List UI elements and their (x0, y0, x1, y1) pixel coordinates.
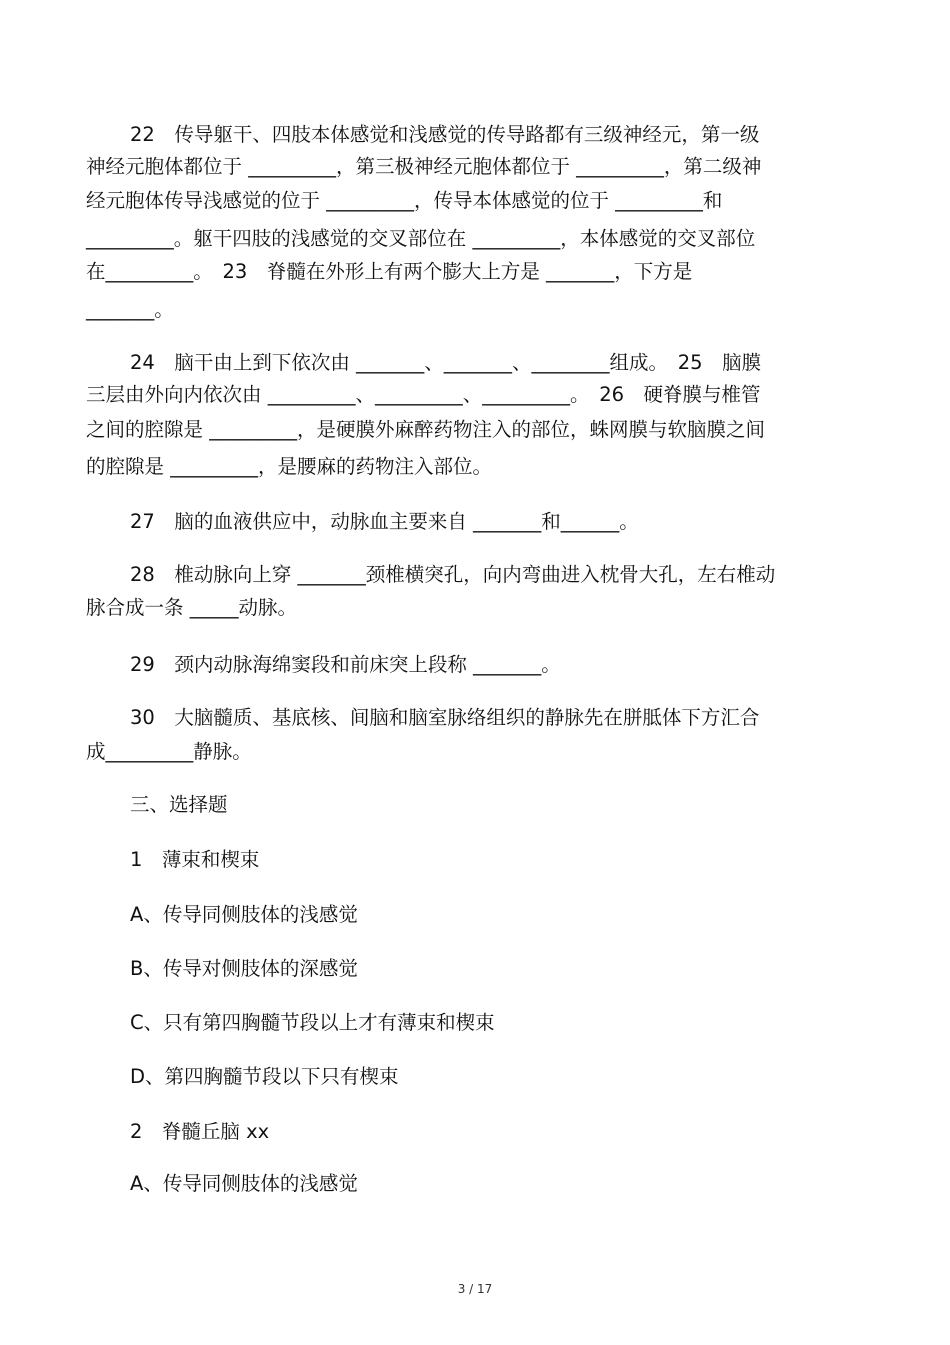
page-number: 3 / 17 (457, 1282, 493, 1296)
q29-line: 29 颈内动脉海绵窦段和前床突上段称 _______。 (130, 653, 561, 676)
section-heading: 三、选择题 (130, 793, 228, 816)
q24-line-1: 24 脑干由上到下依次由 _______、_______、________组成。 25 脑膜 (130, 351, 762, 374)
q22-line-3: 经元胞体传导浅感觉的位于 _________，传导本体感觉的位于 _________和 (86, 189, 723, 212)
q26-line-2: 的腔隙是 _________，是腰麻的药物注入部位。 (86, 455, 492, 478)
mc-q2-stem: 2 脊髓丘脑 xx (130, 1120, 270, 1143)
q23-line-1: 在_________。 23 脊髓在外形上有两个膨大上方是 _______，下方是 (86, 260, 693, 283)
mc-q2-option-a: A、传导同侧肢体的浅感觉 (130, 1172, 358, 1195)
q22-line-4: _________。躯干四肢的浅感觉的交叉部位在 _________，本体感觉的交叉部位 (86, 227, 756, 250)
q28-line-1: 28 椎动脉向上穿 _______颈椎横突孔，向内弯曲进入枕骨大孔，左右椎动 (130, 563, 776, 586)
q23-line-2: _______。 (86, 298, 174, 321)
q26-line-1: 之间的腔隙是 _________，是硬膜外麻醉药物注入的部位，蛛网膜与软脑膜之间 (86, 418, 765, 441)
mc-q1-option-b: B、传导对侧肢体的深感觉 (130, 957, 358, 980)
mc-q1-option-a: A、传导同侧肢体的浅感觉 (130, 903, 358, 926)
q27-line: 27 脑的血液供应中，动脉血主要来自 _______和______。 (130, 510, 639, 533)
mc-q1-stem: 1 薄束和楔束 (130, 848, 260, 871)
q22-line-2: 神经元胞体都位于 _________，第三极神经元胞体都位于 _________，第二级神 (86, 155, 762, 178)
mc-q1-option-d: D、第四胸髓节段以下只有楔束 (130, 1065, 399, 1088)
q25-line-1: 三层由外向内依次由 _________、_________、_________。 26 硬脊膜与椎管 (86, 383, 761, 406)
mc-q1-option-c: C、只有第四胸髓节段以上才有薄束和楔束 (130, 1011, 495, 1034)
q30-line-1: 30 大脑髓质、基底核、间脑和脑室脉络组织的静脉先在胼胝体下方汇合 (130, 706, 760, 729)
q30-line-2: 成_________静脉。 (86, 740, 252, 763)
q28-line-2: 脉合成一条 _____动脉。 (86, 596, 297, 619)
q22-line-1: 22 传导躯干、四肢本体感觉和浅感觉的传导路都有三级神经元，第一级 (130, 123, 760, 146)
